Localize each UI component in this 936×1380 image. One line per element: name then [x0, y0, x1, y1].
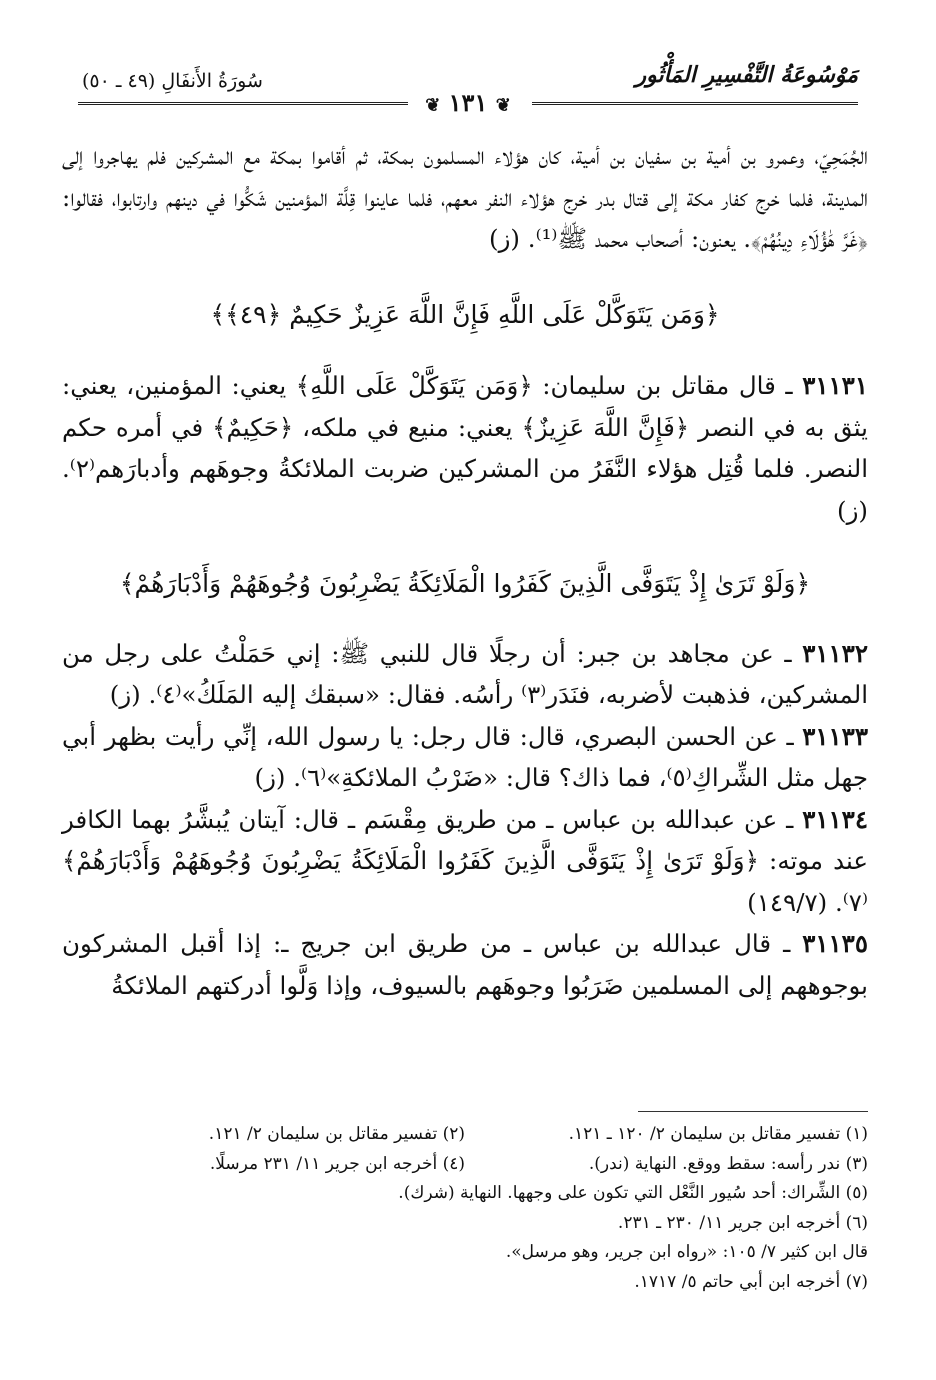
ayah-50: ﴿وَلَوْ تَرَىٰ إِذْ يَتَوَفَّى الَّذِينَ كَفَرُوا الْمَلَائِكَةُ يَضْرِبُونَ وُجُوهَهُمْ وَأَدْبَارَهُمْ﴾: [119, 569, 811, 598]
narration-number: ٣١١٣٣: [802, 721, 868, 751]
footnotes: [62, 1120, 868, 1297]
narration-31133: [62, 716, 868, 799]
footnote-separator: [638, 1111, 868, 1112]
surah-range: سُورَةُ الأَنفَالِ (٤٩ ـ ٥٠): [82, 70, 263, 92]
footnote-row: [62, 1150, 868, 1180]
narration-number: ٣١١٣٥: [802, 929, 868, 958]
intro-paragraph: الجُمَحِيّ، وعمرو بن أمية بن سفيان بن أمية، كان هؤلاء المسلمون بمكة، ثم أقاموا بمكة مع المشركين فلم يهاجروا إلى المدينة، فلما خرج كفار مكة إلى قتال بدر خرج هؤلاء النفر معهم، فلما عاينوا قِلَّة المؤمنين شَكُّوا في دينهم وارتابوا، فقالوا: ﴿غَرَّ هَٰؤُلَاءِ دِينُهُمْ﴾. يعنون: أصحاب محمد ﷺ⁽¹⁾. (ز): [62, 141, 868, 253]
footnote-1: (١) تفسير مقاتل بن سليمان ٢/ ١٢٠ ـ ١٢١.: [568, 1124, 868, 1144]
footnote-6: (٦) أخرجه ابن جرير ١١/ ٢٣٠ ـ ٢٣١.: [617, 1212, 868, 1233]
footnote-6-note: قال ابن كثير ٧/ ١٠٥: «رواه ابن جرير، وهو مرسل».: [505, 1242, 868, 1262]
ayah-49: ﴿وَمَن يَتَوَكَّلْ عَلَى اللَّهِ فَإِنَّ اللَّهَ عَزِيزٌ حَكِيمٌ ﴿٤٩﴾﴾: [210, 299, 720, 329]
page-number-block: [408, 88, 528, 117]
narration-31132: [62, 633, 868, 716]
narration-text: ـ عن عبدالله بن عباس ـ من طريق مِقْسَم ـ قال: آيتان يُبشَّرُ بهما الكافر عند موته: ﴿وَلَوْ تَرَىٰ إِذْ يَتَوَفَّى الَّذِينَ كَفَرُوا الْمَلَائِكَةُ يَضْرِبُونَ وُجُوهَهُمْ وَأَدْبَارَهُمْ﴾⁽٧⁾. (١٤٩/٧): [62, 804, 868, 917]
page-number: ١٣١: [448, 88, 488, 117]
ornament-icon: ❦: [425, 95, 441, 116]
footnote-4: (٤) أخرجه ابن جرير ١١/ ٢٣١ مرسلًا.: [209, 1153, 465, 1174]
narration-31135: [62, 923, 868, 1006]
narration-31134: [62, 799, 868, 924]
narration-31131: [62, 365, 868, 531]
narration-number: ٣١١٣١: [802, 371, 868, 400]
footnote-2: (٢) تفسير مقاتل بن سليمان ٢/ ١٢١.: [208, 1124, 465, 1144]
footnote-row: [62, 1120, 868, 1150]
narration-text: ـ عن الحسن البصري، قال: قال رجل: يا رسول الله، إنِّي رأيت بظهر أبي جهل مثل الشِّراكِ⁽٥⁾، فما ذاك؟ قال: «ضَرْبُ الملائكةِ»⁽٦⁾. (ز): [62, 721, 868, 792]
footnote-5: (٥) الشِّراك: أحد سُيور النَّعْل التي تكون على وجهها. النهاية (شرك).: [398, 1183, 868, 1203]
footnote-3: (٣) ندر رأسه: سقط ووقع. النهاية (ندر).: [588, 1153, 868, 1174]
narration-text: ـ قال مقاتل بن سليمان: ﴿وَمَن يَتَوَكَّلْ عَلَى اللَّهِ﴾ يعني: المؤمنين، يعني: يثق به في النصر ﴿فَإِنَّ اللَّهَ عَزِيزٌ﴾ يعني: منيع في ملكه، ﴿حَكِيمٌ﴾ في أمره حكم النصر. فلما قُتِل هؤلاء النَّفَرُ من المشركين ضربت الملائكةُ وجوهَهم وأدبارَهم⁽٢⁾. (ز): [62, 371, 868, 525]
ornament-icon: ❦: [495, 95, 511, 116]
main-text: [62, 135, 868, 1006]
narration-text: ـ قال عبدالله بن عباس ـ من طريق ابن جريج ـ: إذا أقبل المشركون بوجوههم إلى المسلمين ضَرَبُوا وجوهَهم بالسيوف، وإذا وَلَّوا أدركتهم الملائكةُ: [62, 929, 868, 1000]
narration-number: ٣١١٣٢: [802, 638, 868, 668]
narration-text: ـ عن مجاهد بن جبر: أن رجلًا قال للنبي ﷺ: إني حَمَلْتُ على رجل من المشركين، فذهبت لأضربه، فنَدَر⁽٣⁾ رأسُه. فقال: «سبقك إليه المَلَكُ»⁽٤⁾. (ز): [62, 638, 868, 709]
narration-number: ٣١١٣٤: [802, 804, 868, 834]
footnote-7: (٧) أخرجه ابن أبي حاتم ٥/ ١٧١٧.: [634, 1271, 868, 1292]
header-rule-left: [78, 102, 408, 105]
header-rule-right: [532, 102, 858, 105]
book-title: مَوْسُوعَةُ التَّفْسِيرِ المَأْثُور: [635, 62, 858, 88]
